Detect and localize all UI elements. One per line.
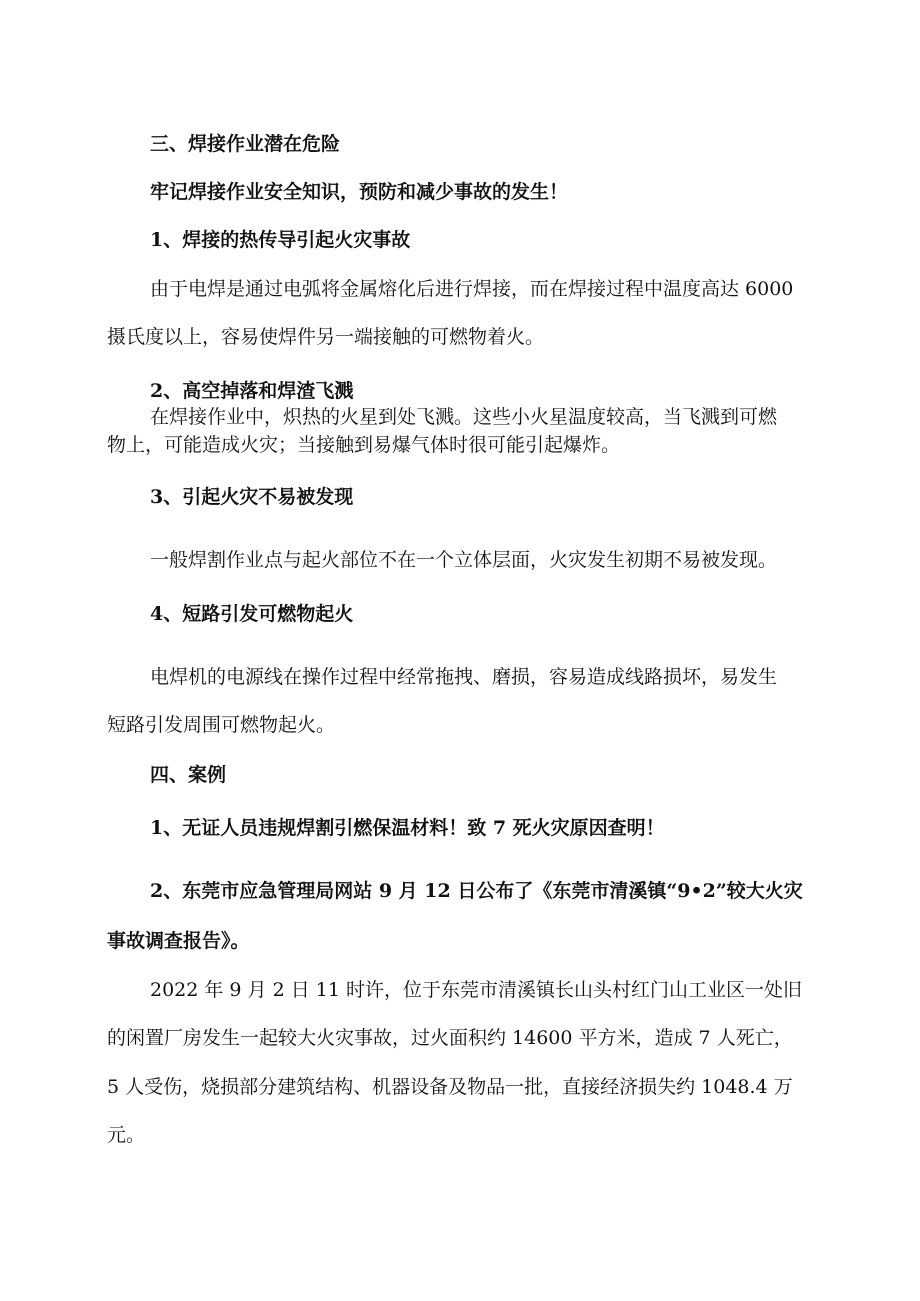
section-heading-hazards: 三、焊接作业潜在危险 — [150, 133, 341, 155]
item3-body-line1: 一般焊割作业点与起火部位不在一个立体层面，火灾发生初期不易被发现。 — [150, 549, 778, 571]
item1-body-line1: 由于电焊是通过电弧将金属熔化后进行焊接，而在焊接过程中温度高达 6000 — [150, 278, 794, 300]
case-detail-line1: 2022 年 9 月 2 日 11 时许，位于东莞市清溪镇长山头村红门山工业区一处旧 — [150, 979, 802, 1001]
item2-title: 2、高空掉落和焊渣飞溅 — [150, 380, 354, 402]
item2-body-line1: 在焊接作业中，炽热的火星到处飞溅。这些小火星温度较高，当飞溅到可燃 — [150, 406, 778, 428]
item4-body-line2: 短路引发周围可燃物起火。 — [107, 714, 336, 736]
item1-body-line2: 摄氏度以上，容易使焊件另一端接触的可燃物着火。 — [107, 326, 545, 348]
case2-line2: 事故调查报告》。 — [107, 930, 250, 952]
case2-line1: 2、东莞市应急管理局网站 9 月 12 日公布了《东莞市清溪镇“9•2”较大火灾 — [150, 880, 803, 902]
item2-body-line2: 物上，可能造成火灾；当接触到易爆气体时很可能引起爆炸。 — [107, 434, 621, 456]
item1-title: 1、焊接的热传导引起火灾事故 — [150, 229, 411, 251]
item3-title: 3、引起火灾不易被发现 — [150, 486, 354, 508]
item4-title: 4、短路引发可燃物起火 — [150, 603, 354, 625]
case1-title: 1、无证人员违规焊割引燃保温材料！致 7 死火灾原因查明！ — [150, 817, 665, 839]
case-detail-line2: 的闲置厂房发生一起较大火灾事故，过火面积约 14600 平方米，造成 7 人死亡， — [107, 1027, 793, 1049]
case-detail-line4: 元。 — [107, 1124, 146, 1146]
safety-slogan: 牢记焊接作业安全知识，预防和减少事故的发生！ — [150, 181, 569, 203]
case-detail-line3: 5 人受伤，烧损部分建筑结构、机器设备及物品一批，直接经济损失约 1048.4 万 — [107, 1076, 793, 1098]
section-heading-cases: 四、案例 — [150, 764, 227, 786]
item4-body-line1: 电焊机的电源线在操作过程中经常拖拽、磨损，容易造成线路损坏，易发生 — [150, 666, 778, 688]
